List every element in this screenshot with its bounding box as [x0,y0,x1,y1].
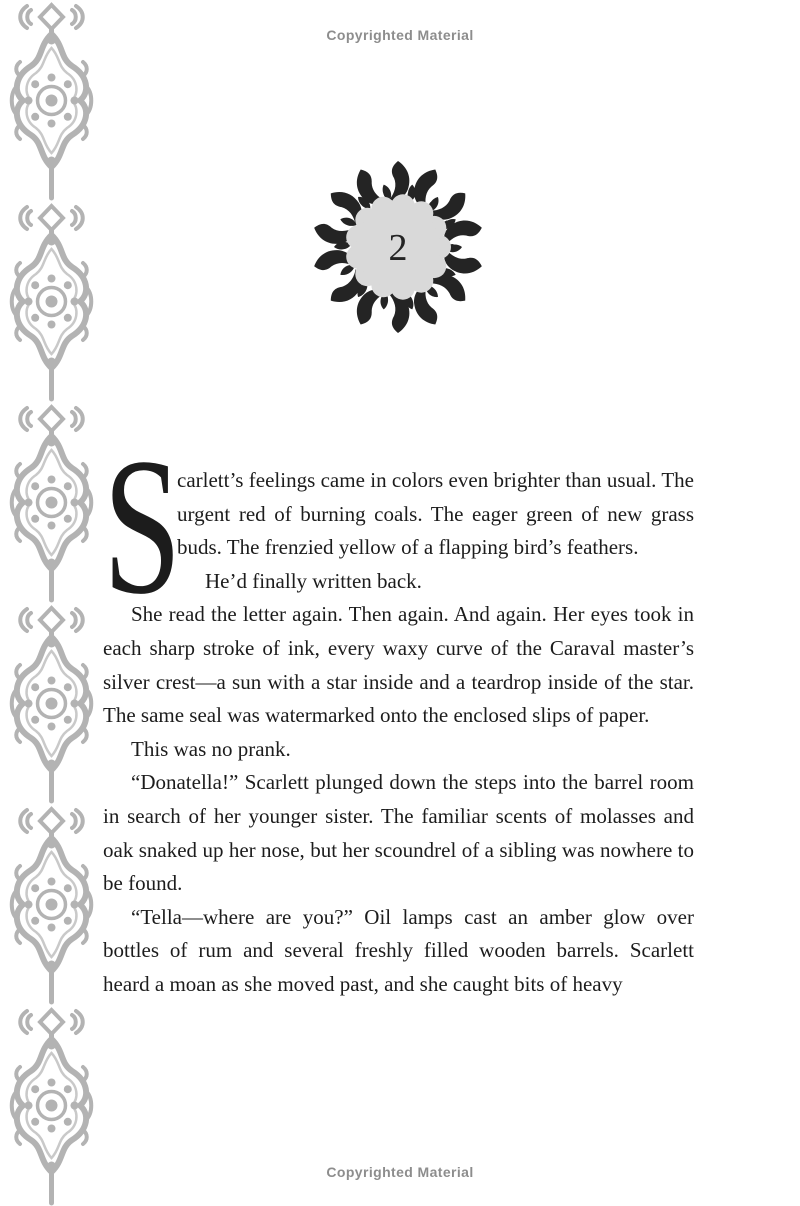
chapter-number: 2 [388,227,408,269]
copyright-notice-bottom: Copyrighted Material [326,1164,474,1180]
drop-cap [103,418,182,635]
drop-cap-letter: S [103,418,182,635]
paragraph: She read the letter again. Then again. And again. Her eyes took in each sharp stroke of ink, every waxy curve of the Caraval master’s silver crest—a sun with a star inside and a teardrop inside of the star. The same seal was watermarked onto the enclosed slips of paper. [103,602,694,728]
paragraph: This was no prank. [131,736,291,761]
chapter-ornament [308,157,488,337]
copyright-notice-top: Copyrighted Material [326,27,474,43]
left-border-ornament [7,0,96,1206]
paragraph: “Donatella!” Scarlett plunged down the steps into the barrel room in search of her younger sister. The familiar scents of molasses and oak snaked up her nose, but her scoundrel of a sibling was nowhere to be found. [103,770,694,896]
body-text [103,418,694,1002]
paragraph-text: carlett’s feelings came in colors even brighter than usual. The urgent red of burning coals. The eager green of new grass buds. The frenzied yellow of a flapping bird’s feathers. [177,468,694,560]
paragraph: He’d finally written back. [205,568,422,593]
paragraph: “Tella—where are you?” Oil lamps cast an amber glow over bottles of rum and several freshly filled wooden barrels. Scarlett heard a moan as she moved past, and she caught bits of heavy [103,904,694,996]
